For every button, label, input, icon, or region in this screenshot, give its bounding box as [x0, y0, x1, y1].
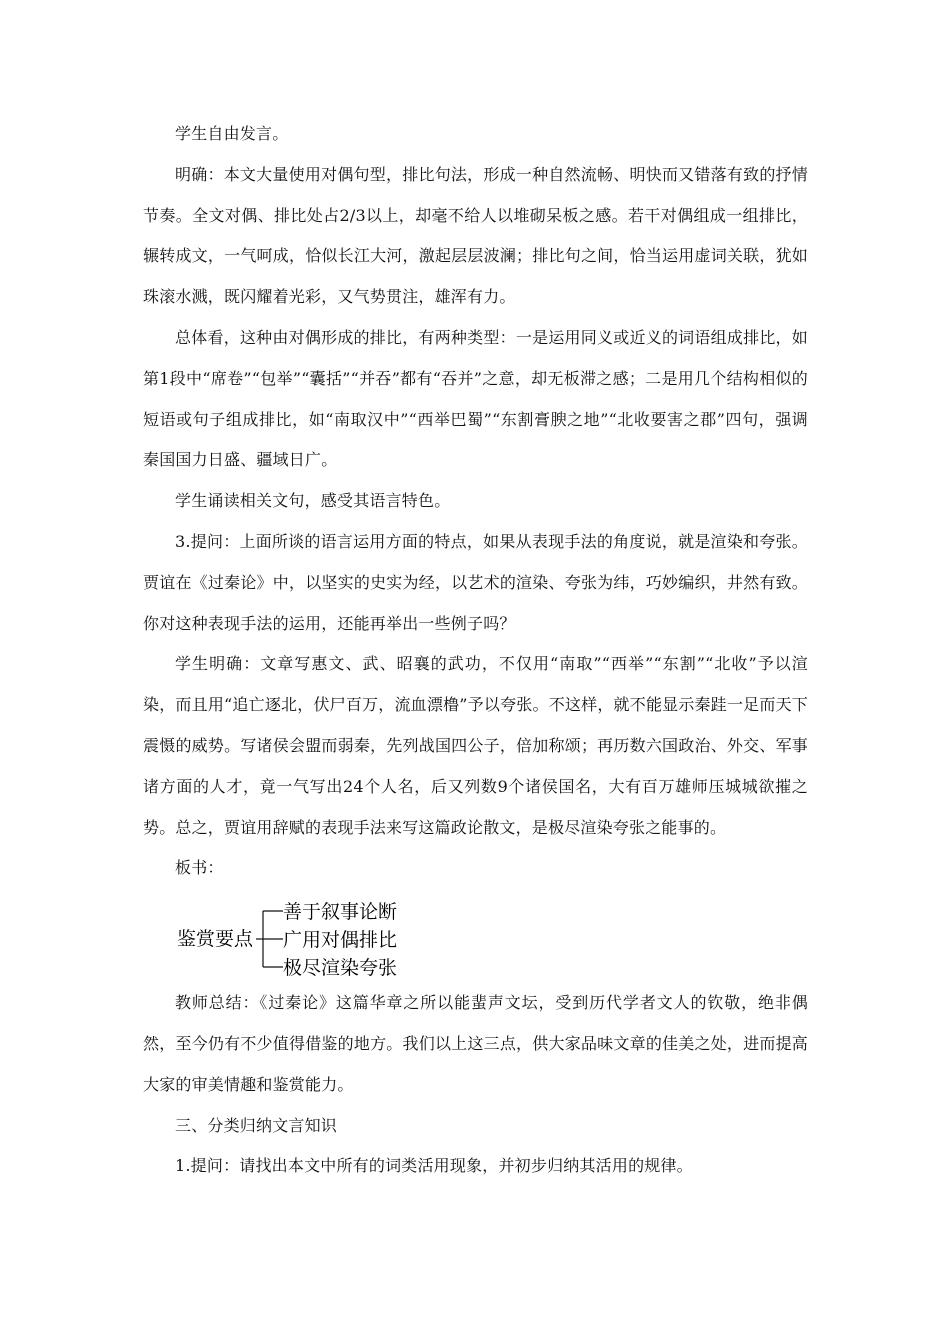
paragraph: 教师总结：《过秦论》这篇华章之所以能蜚声文坛，受到历代学者文人的钦敬，绝非偶然，至今仍有不少值得借鉴的地方。我们以上这三点，供大家品味文章的佳美之处，进而提高大家的审美情趣和鉴赏能力。 [143, 993, 808, 1094]
document-page [143, 114, 808, 1187]
bracket-diagram [143, 895, 443, 981]
diagram-branch: 广用对偶排比 [283, 930, 398, 952]
section-heading: 三、分类归纳文言知识 [175, 1115, 338, 1135]
blackboard-diagram [143, 895, 808, 981]
paragraph: 明确：本文大量使用对偶句型，排比句法，形成一种自然流畅、明快而又错落有致的抒情节奏。全文对偶、排比处占2/3以上，却毫不给人以堆砌呆板之感。若干对偶组成一组排比，辗转成文，一气呵成，恰似长江大河，激起层层波澜；排比句之间，恰当运用虚词关联，犹如珠滚水溅，既闪耀着光彩，又气势贯注，雄浑有力。 [143, 164, 808, 307]
diagram-root: 鉴赏要点 [177, 929, 254, 951]
paragraph: 3.提问：上面所谈的语言运用方面的特点，如果从表现手法的角度说，就是渲染和夸张。贾谊在《过秦论》中，以坚实的史实为经，以艺术的渲染、夸张为纬，巧妙编织，井然有致。你对这种表现手法的运用，还能再举出一些例子吗？ [143, 531, 808, 633]
diagram-branch: 善于叙事论断 [283, 902, 398, 924]
paragraph: 学生自由发言。 [175, 124, 289, 143]
paragraph: 板书： [175, 858, 224, 878]
paragraph: 总体看，这种由对偶形成的排比，有两种类型：一是运用同义或近义的词语组成排比，如第1段中“席卷”“包举”“囊括”“并吞”都有“吞并”之意，却无板滞之感；二是用几个结构相似的短语或句子组成排比，如“南取汉中”“西举巴蜀”“东割膏腴之地”“北收要害之郡”四句，强调秦国国力日盛、疆域日广。 [143, 327, 808, 470]
paragraph: 学生诵读相关文句，感受其语言特色。 [175, 491, 451, 511]
diagram-branch: 极尽渲染夸张 [283, 958, 398, 980]
paragraph: 学生明确：文章写惠文、武、昭襄的武功，不仅用“南取”“西举”“东割”“北收”予以渲染，而且用“追亡逐北，伏尸百万，流血漂橹”予以夸张。不这样，就不能显示秦跬一足而天下震慑的威势。写诸侯会盟而弱秦，先列战国四公子，倍加称颂；再历数六国政治、外交、军事诸方面的人才，竟一气写出24个人名，后又列数9个诸侯国名，大有百万雄师压城城欲摧之势。总之，贾谊用辞赋的表现手法来写这篇政论散文，是极尽渲染夸张之能事的。 [143, 654, 808, 837]
paragraph: 1.提问：请找出本文中所有的词类活用现象，并初步归纳其活用的规律。 [175, 1156, 693, 1176]
